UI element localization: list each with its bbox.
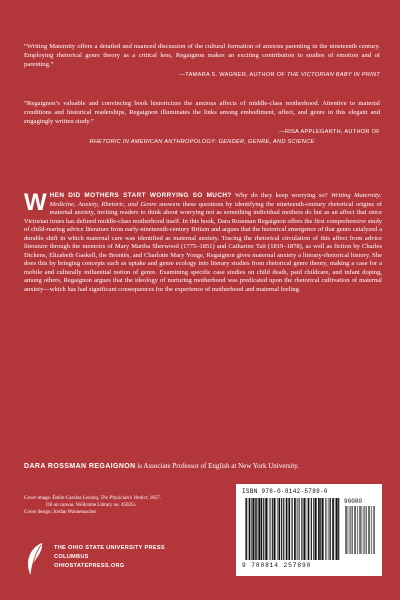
barcode-bar xyxy=(362,506,363,554)
author-bio xyxy=(24,462,374,472)
barcode-bar xyxy=(256,498,257,560)
credit-image xyxy=(24,496,161,501)
attribution-work: THE VICTORIAN BABY IN PRINT xyxy=(286,71,380,78)
attribution-author: —RISA APPLEGARTH, AUTHOR OF xyxy=(279,128,380,135)
description-text: Why do they keep worrying so? xyxy=(231,192,331,199)
barcode-bar xyxy=(345,506,346,554)
credit-medium: Oil on canvas. Wellcome Library no. 45025i. xyxy=(46,503,137,508)
barcode-bar xyxy=(274,498,276,560)
barcode-bar xyxy=(308,498,310,560)
barcode-bar xyxy=(301,498,302,560)
credit-image-suffix: , 1857. xyxy=(147,496,161,501)
publisher-block xyxy=(24,540,224,580)
price-barcode-bars xyxy=(344,506,376,554)
barcode-bar xyxy=(272,498,273,560)
blurb-attribution xyxy=(24,71,380,80)
barcode-bar xyxy=(329,498,330,560)
barcode-bar xyxy=(258,498,260,560)
barcode-bar xyxy=(355,506,356,554)
barcode-bar xyxy=(306,498,307,560)
barcode-bar xyxy=(281,498,282,560)
barcode-bar xyxy=(336,498,338,560)
barcode-bar xyxy=(245,498,246,560)
barcode-bar xyxy=(365,506,366,554)
publisher-name: THE OHIO STATE UNIVERSITY PRESS xyxy=(54,545,165,551)
barcode-bar xyxy=(277,498,278,560)
barcode-bar xyxy=(292,498,293,560)
feather-quill-icon xyxy=(24,542,46,576)
blurb-attribution xyxy=(24,128,380,147)
barcode-bar xyxy=(369,506,370,554)
barcode-bar xyxy=(249,498,251,560)
barcode-bar xyxy=(294,498,296,560)
book-title: Writing Maternity: Medicine, Anxiety, Rhetoric, and Genre xyxy=(49,192,382,208)
attribution-work: RHETORIC IN AMERICAN ANTHROPOLOGY: GENDER, GENRE, AND SCIENCE xyxy=(89,138,315,145)
barcode-bar xyxy=(298,498,299,560)
barcode-bar xyxy=(268,498,269,560)
review-blurb-2 xyxy=(24,99,380,147)
barcode-bar xyxy=(315,498,317,560)
barcode-bar xyxy=(251,498,252,560)
barcode-bar xyxy=(286,498,288,560)
barcode-bar xyxy=(364,506,365,554)
barcode-bar xyxy=(373,506,374,554)
barcode-bar xyxy=(354,506,355,554)
description-lead: HEN DID MOTHERS START WORRYING SO MUCH? xyxy=(49,192,232,199)
isbn-barcode xyxy=(236,484,382,576)
barcode-bar xyxy=(288,498,290,560)
barcode-bar xyxy=(252,498,254,560)
credit-image-label: Cover image: Émile-Carolus Leclerq, xyxy=(24,496,101,501)
credit-image-work: The Physician’s Verdict xyxy=(100,496,148,501)
barcode-bar xyxy=(265,498,267,560)
barcode-bar xyxy=(327,498,328,560)
barcode-bar xyxy=(246,498,247,560)
barcode-bar xyxy=(359,506,360,554)
blurb-quote: “Writing Maternity offers a detailed and nuanced discussion of the cultural formation of anxious parenting in the nineteenth century. Employing rhetorical genre theory as a critical lens, Regaignon makes an exciting contribution to studies of emotion and of parenting.” xyxy=(24,43,380,69)
description-text: answers these questions by identifying the nineteenth-century rhetorical origins of maternal anxiety, inviting readers to think about worrying not as something individual mothers do but as an affect that since Victorian times has defined middle-class motherhood itself. In this book, Dara Rossman Regaignon offers the first comprehensive study of child-rearing advice literature from early-nineteenth-century Britain and argues that the historical emergence of that genre catalyzed a durable shift in which maternal care was identified as maternal anxiety. Tracing the rhetorical circulation of this affect from advice literature through the memoirs of Mary Martha Sherwood (1775–1851) and Catharine Tait (1819–1878), as well as fiction by Charles Dickens, Elizabeth Gaskell, the Brontës, and Charlotte Mary Yonge, Regaignon gives maternal anxiety a literary-rhetorical history. She does this by bringing concepts such as uptake and genre ecology into literary studies from rhetorical genre theory, making a case for a mobile and culturally influential notion of genre. Examining specific case studies on child death, paid childcare, and infant doping, among others, Regaignon argues that the ideology of nurturing motherhood was predicated upon the rhetorical cultivation of maternal anxiety—which has had significant consequences for the experience of motherhood and maternal feeling. xyxy=(24,200,382,294)
barcode-bar xyxy=(346,506,347,554)
barcode-bar xyxy=(371,506,372,554)
barcode-bar xyxy=(313,498,314,560)
barcode-bar xyxy=(299,498,300,560)
price-code: 90000 xyxy=(344,498,363,505)
isbn-label: ISBN 978-0-8142-5789-0 xyxy=(242,488,328,495)
publisher-city: COLUMBUS xyxy=(54,554,89,560)
publisher-website: OHIOSTATEPRESS.ORG xyxy=(54,563,125,569)
drop-cap: W xyxy=(24,189,47,216)
barcode-bar xyxy=(357,506,358,554)
publisher-text xyxy=(54,544,165,571)
barcode-bar xyxy=(255,498,256,560)
barcode-bar xyxy=(338,498,339,560)
barcode-bar xyxy=(374,506,375,554)
credit-design: Cover design: Jordan Wannemacher xyxy=(24,510,97,515)
barcode-bar xyxy=(368,506,369,554)
barcode-bar xyxy=(318,498,320,560)
author-bio-text: is Associate Professor of English at New York University. xyxy=(135,462,300,470)
ean-barcode-bars xyxy=(244,498,340,560)
barcode-bar xyxy=(335,498,336,560)
barcode-bar xyxy=(351,506,352,554)
barcode-bar xyxy=(360,506,361,554)
barcode-bar xyxy=(278,498,280,560)
barcode-bar xyxy=(320,498,321,560)
attribution-author: —TAMARA S. WAGNER, AUTHOR OF xyxy=(179,71,287,78)
barcode-bar xyxy=(261,498,263,560)
author-name: DARA ROSSMAN REGAIGNON xyxy=(24,463,136,470)
barcode-bar xyxy=(366,506,367,554)
review-blurb-1 xyxy=(24,42,380,80)
blurb-quote: “Regaignon’s valuable and convincing book historicizes the anxious affects of middle-class motherhood. Attentive to material conditions and historical readerships, Regaignon illuminates the links among embodiment, affect, and genre in this elegant and engagingly written study.” xyxy=(24,100,380,126)
barcode-bar xyxy=(283,498,284,560)
barcode-bar xyxy=(325,498,326,560)
barcode-bar xyxy=(322,498,324,560)
barcode-bar xyxy=(311,498,312,560)
cover-credits xyxy=(24,495,224,516)
barcode-bar xyxy=(352,506,353,554)
barcode-bar xyxy=(271,498,272,560)
book-description xyxy=(24,189,382,295)
barcode-bar xyxy=(348,506,349,554)
barcode-bar xyxy=(263,498,264,560)
barcode-digits: 9 780814 257890 xyxy=(242,562,312,569)
barcode-bar xyxy=(330,498,331,560)
barcode-bar xyxy=(350,506,351,554)
barcode-bar xyxy=(303,498,305,560)
barcode-bar xyxy=(332,498,334,560)
barcode-bar xyxy=(270,498,271,560)
barcode-bar xyxy=(297,498,298,560)
